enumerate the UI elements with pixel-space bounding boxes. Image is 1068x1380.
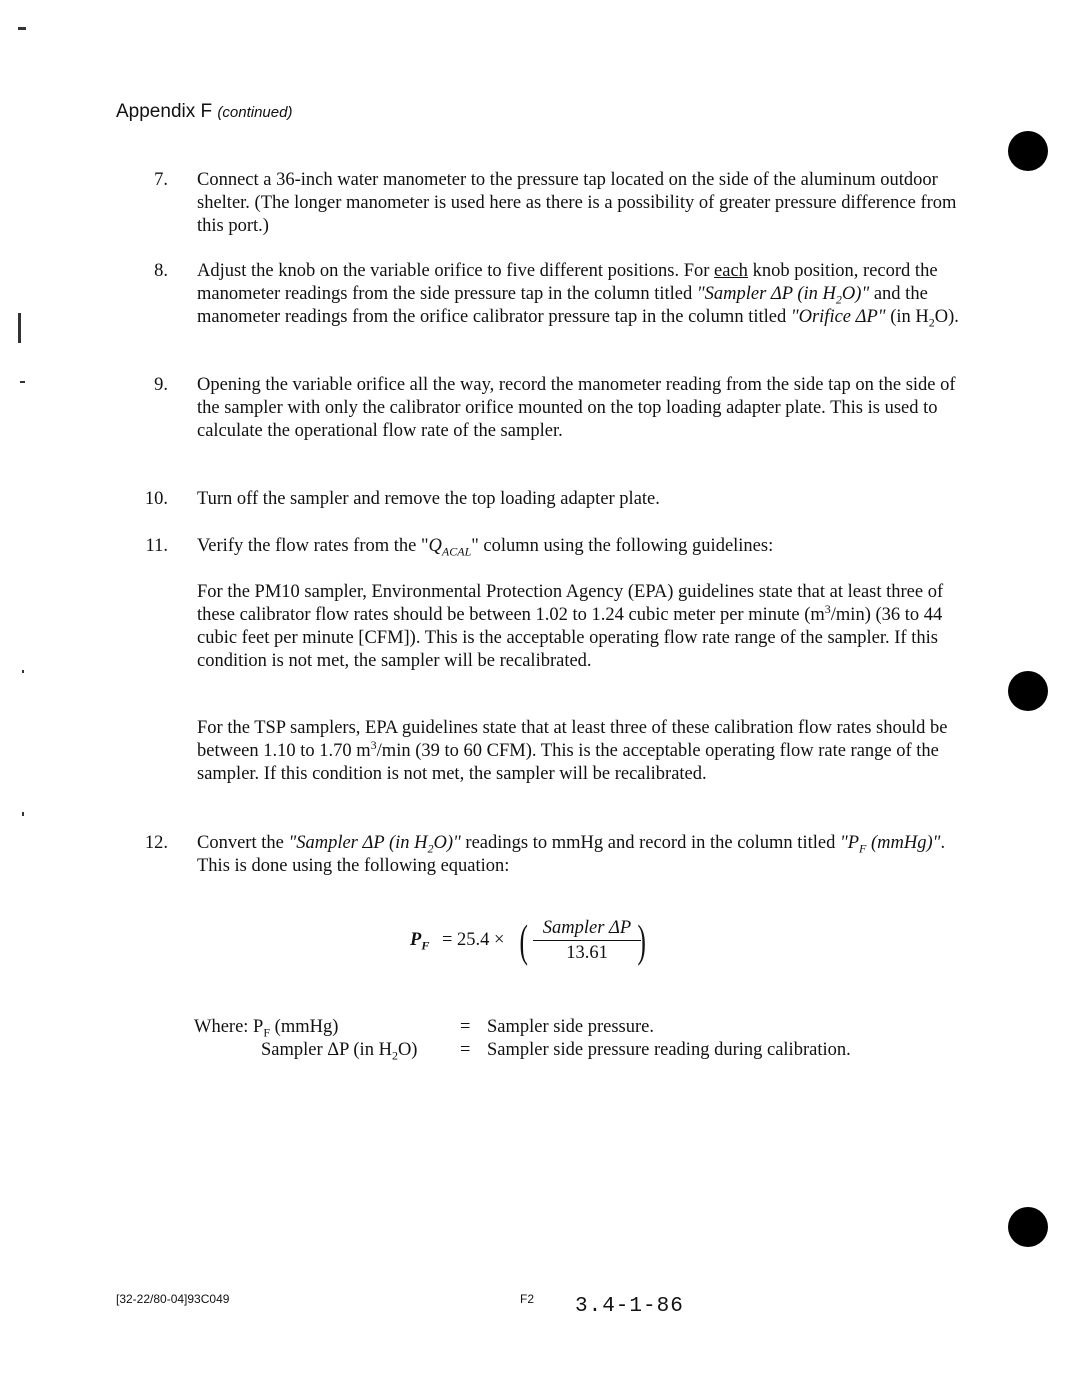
pm10-guideline: For the PM10 sampler, Environmental Protection Agency (EPA) guidelines state that at least three of these calibrator flow rates should be between 1.02 to 1.24 cubic meter per minute $(m^3/\min)$ (36 to 44 cubic feet per minute [CFM]). This is the acceptable operating flow rate range of the sampler. If this condition is not met, the sampler will be recalibrated. xyxy=(197,582,944,671)
step-12 xyxy=(130,832,960,878)
definition-equals: = xyxy=(460,1040,471,1060)
underlined-each: each xyxy=(714,261,748,281)
definition-label: Where: $P_F$ (mmHg) xyxy=(194,1017,339,1040)
scan-speck xyxy=(20,381,25,383)
step-text: Verify the flow rates from the "$Q_{ACAL}$" column using the following guidelines: xyxy=(197,536,774,559)
date-stamp: 3.4-1-86 xyxy=(575,1295,684,1318)
fraction-denominator: 13.61 xyxy=(566,943,608,963)
step-number: 7. xyxy=(154,170,168,190)
continued-label: (continued) xyxy=(217,104,293,121)
definition-row xyxy=(194,1039,934,1062)
scan-speck xyxy=(18,313,21,343)
sampler-dp-term: "Sampler ΔP (in $H_2O$)" xyxy=(288,833,461,856)
page-header xyxy=(116,101,292,123)
step-text: Adjust the knob on the variable orifice to five different positions. For each knob position, record the manometer readings from the side pressure tap in the column titled "Sampler ΔP (in $H_2O$)" and the manometer readings from the orifice calibrator pressure tap in the column titled "Orifice ΔP" (in $H_2O$). xyxy=(197,261,959,330)
orifice-dp-term: "Orifice ΔP" xyxy=(790,307,886,327)
scan-speck xyxy=(22,812,24,816)
definition-label: Sampler ΔP (in $H_2O$) xyxy=(261,1040,418,1063)
scan-speck xyxy=(22,670,24,673)
step-text: Opening the variable orifice all the way, record the manometer reading from the side tap on the side of the sampler with only the calibrator orifice mounted on the top loading adapter plate. This is used to calculate the operational flow rate of the sampler. xyxy=(197,375,956,441)
appendix-title: Appendix F xyxy=(116,101,213,122)
equation-multiplier: = 25.4 × xyxy=(442,930,505,950)
q-acal-term: $Q_{ACAL}$ xyxy=(428,536,472,559)
step-number: 10. xyxy=(144,489,168,509)
left-paren: ( xyxy=(519,915,528,966)
pf-term: "$P_F$ (mmHg)" xyxy=(839,833,941,856)
step-text: Convert the "Sampler ΔP (in $H_2O$)" readings to mmHg and record in the column titled "$P_F$ (mmHg)". This is done using the following equation: xyxy=(197,833,946,876)
tsp-guideline: For the TSP samplers, EPA guidelines state that at least three of these calibration flow rates should be between 1.10 to 1.70 $m^3/\min$ (39 to 60 CFM). This is the acceptable operating flow rate range of the sampler. If this condition is not met, the sampler will be recalibrated. xyxy=(197,718,948,784)
step-number: 12. xyxy=(144,833,168,853)
step-7 xyxy=(130,169,960,238)
right-paren: ) xyxy=(637,915,646,966)
document-code: [32-22/80-04]93C049 xyxy=(116,1292,230,1306)
definition-row xyxy=(194,1016,934,1039)
definition-equals: = xyxy=(460,1017,471,1037)
step-8 xyxy=(130,260,960,329)
step-text: Connect a 36-inch water manometer to the pressure tap located on the side of the aluminum outdoor shelter. (The longer manometer is used here as there is a possibility of greater pressure difference from this port.) xyxy=(197,170,957,236)
sampler-dp-term: "Sampler ΔP (in $H_2O$)" xyxy=(696,284,870,307)
step-9 xyxy=(130,374,960,443)
equation-fraction xyxy=(533,918,641,964)
definition-text: Sampler side pressure. xyxy=(487,1017,654,1037)
step-number: 9. xyxy=(154,375,168,395)
fraction-numerator: Sampler ΔP xyxy=(533,918,641,941)
where-definitions xyxy=(194,1016,934,1062)
scan-speck xyxy=(18,27,26,30)
punch-hole xyxy=(1008,671,1048,711)
step-text: Turn off the sampler and remove the top loading adapter plate. xyxy=(197,489,660,509)
step-11 xyxy=(130,535,960,558)
definition-text: Sampler side pressure reading during calibration. xyxy=(487,1040,851,1060)
punch-hole xyxy=(1008,131,1048,171)
punch-hole xyxy=(1008,1207,1048,1247)
step-10 xyxy=(130,488,960,511)
page-number: F2 xyxy=(520,1292,535,1306)
equation-lhs: $P_F$ xyxy=(410,930,430,953)
step-number: 8. xyxy=(154,261,168,281)
step-number: 11. xyxy=(145,536,168,556)
